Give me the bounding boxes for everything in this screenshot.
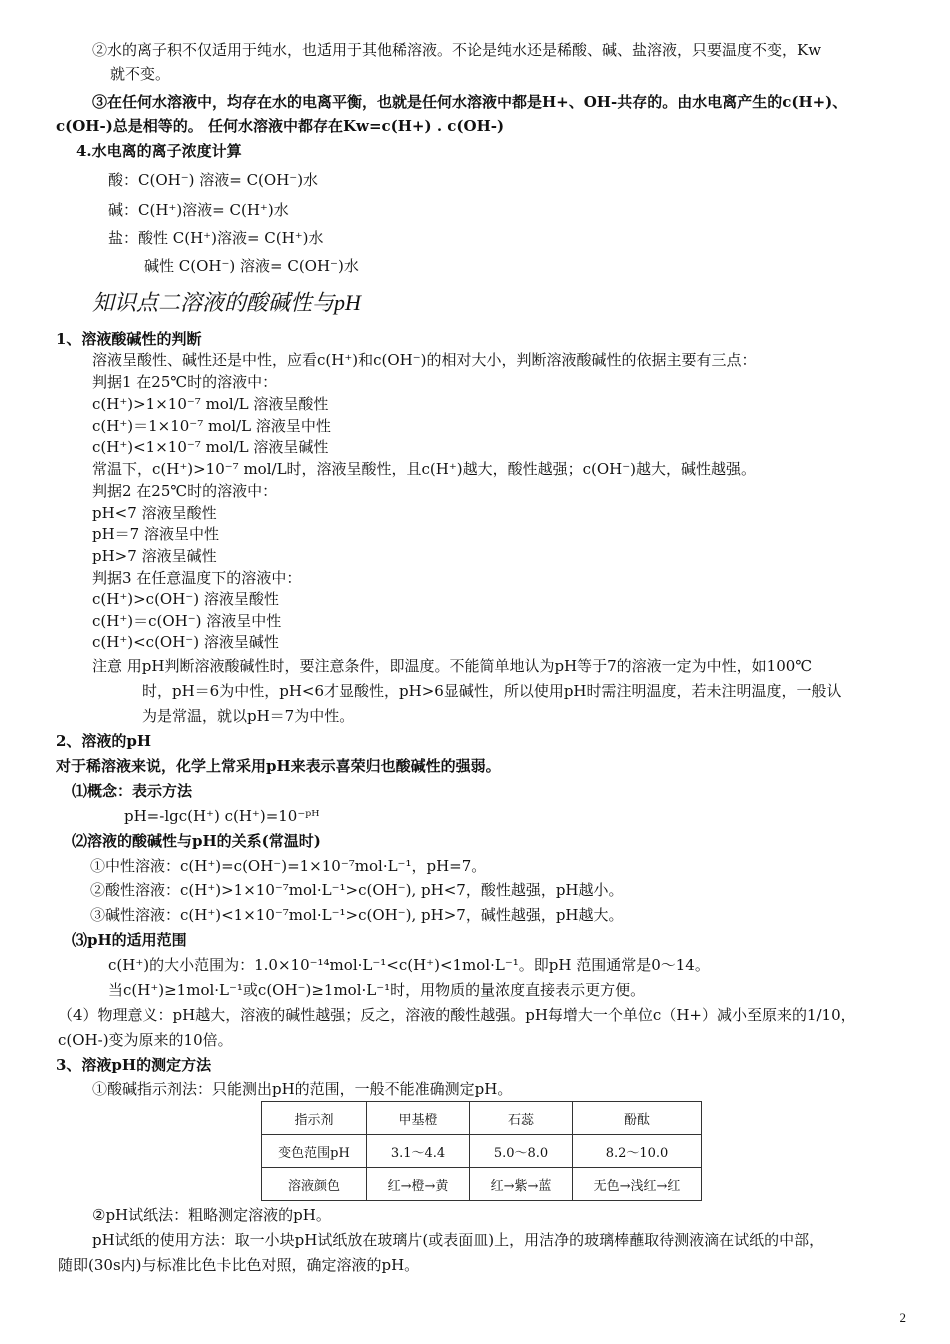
table-cell: 甲基橙 — [367, 1102, 470, 1135]
text-line: 为是常温，就以pH＝7为中性。 — [142, 707, 355, 725]
table-header-row — [262, 1102, 702, 1135]
table-cell: 指示剂 — [262, 1102, 367, 1135]
text-line: 常温下，c(H⁺)>10⁻⁷ mol/L时，溶液呈酸性，且c(H⁺)越大，酸性越强；c(OH⁻)越大，碱性越强。 — [92, 460, 757, 478]
table-row — [262, 1135, 702, 1168]
text-line: c(H⁺)>c(OH⁻) 溶液呈酸性 — [92, 590, 279, 608]
text-line: ③碱性溶液：c(H⁺)<1×10⁻⁷mol·L⁻¹>c(OH⁻), pH>7，碱性越强，pH越大。 — [90, 906, 624, 924]
text-line: pH>7 溶液呈碱性 — [92, 547, 217, 565]
subsection-title: ⑵溶液的酸碱性与pH的关系(常温时) — [72, 832, 321, 850]
table-cell: 石蕊 — [470, 1102, 573, 1135]
table-cell: 8.2～10.0 — [573, 1135, 702, 1168]
text-line: 对于稀溶液来说，化学上常采用pH来表示喜荣归也酸碱性的强弱。 — [56, 757, 501, 775]
text-line: 时，pH＝6为中性，pH<6才显酸性，pH>6显碱性，所以使用pH时需注明温度，若未注明温度，一般认 — [142, 682, 842, 700]
text-line: ②酸性溶液：c(H⁺)>1×10⁻⁷mol·L⁻¹>c(OH⁻), pH<7，酸性越强，pH越小。 — [90, 881, 624, 899]
text-line: ①酸碱指示剂法：只能测出pH的范围，一般不能准确测定pH。 — [92, 1080, 513, 1098]
text-line: c(H⁺)>1×10⁻⁷ mol/L 溶液呈酸性 — [92, 395, 329, 413]
text-line: ③在任何水溶液中，均存在水的电离平衡，也就是任何水溶液中都是H+、OH-共存的。由水电离产生的c(H+)、 — [92, 93, 848, 111]
text-line: 判据1 在25℃时的溶液中： — [92, 373, 278, 391]
section-title: 2、溶液的pH — [56, 732, 152, 750]
text-line: 注意 用pH判断溶液酸碱性时，要注意条件，即温度。不能简单地认为pH等于7的溶液一定为中性，如100℃ — [92, 657, 813, 675]
page-number: 2 — [899, 1310, 906, 1325]
table-cell: 红→紫→蓝 — [470, 1168, 573, 1201]
text-line: ②pH试纸法：粗略测定溶液的pH。 — [92, 1206, 331, 1224]
table-cell: 无色→浅红→红 — [573, 1168, 702, 1201]
text-line: pH＝7 溶液呈中性 — [92, 525, 219, 543]
text-line: pH试纸的使用方法：取一小块pH试纸放在玻璃片(或表面皿)上，用洁净的玻璃棒蘸取待测液滴在试纸的中部， — [92, 1231, 825, 1249]
text-line: 就不变。 — [110, 65, 171, 83]
table-cell: 5.0～8.0 — [470, 1135, 573, 1168]
text-line: 判据3 在任意温度下的溶液中： — [92, 569, 302, 587]
text-line: c(OH-)总是相等的。 任何水溶液中都存在Kw=c(H+) . c(OH-) — [56, 117, 505, 135]
section-title: 3、溶液pH的测定方法 — [56, 1056, 212, 1074]
text-line: 随即(30s内)与标准比色卡比色对照，确定溶液的pH。 — [58, 1256, 420, 1274]
section-title: 1、溶液酸碱性的判断 — [56, 330, 202, 348]
text-line: c(H⁺)的大小范围为：1.0×10⁻¹⁴mol·L⁻¹<c(H⁺)<1mol·L⁻¹。即pH 范围通常是0～14。 — [108, 956, 710, 974]
table-cell: 酚酞 — [573, 1102, 702, 1135]
text-line: 碱：C(H⁺)溶液= C(H⁺)水 — [108, 201, 289, 219]
section-title: 4.水电离的离子浓度计算 — [76, 142, 242, 160]
text-line: ①中性溶液：c(H⁺)=c(OH⁻)=1×10⁻⁷mol·L⁻¹，pH=7。 — [90, 857, 487, 875]
text-line: 判据2 在25℃时的溶液中： — [92, 482, 278, 500]
text-line: pH=-lgc(H⁺) c(H⁺)=10⁻ᵖᴴ — [124, 807, 320, 825]
table-cell: 溶液颜色 — [262, 1168, 367, 1201]
text-line: c(H⁺)＝c(OH⁻) 溶液呈中性 — [92, 612, 282, 630]
text-line: 当c(H⁺)≥1mol·L⁻¹或c(OH⁻)≥1mol·L⁻¹时，用物质的量浓度直接表示更方便。 — [108, 981, 646, 999]
indicator-table — [261, 1101, 702, 1201]
text-line: （4）物理意义：pH越大，溶液的碱性越强；反之，溶液的酸性越强。pH每增大一个单位c（H+）减小至原来的1/10， — [58, 1006, 856, 1024]
text-line: 溶液呈酸性、碱性还是中性，应看c(H⁺)和c(OH⁻)的相对大小，判断溶液酸碱性的依据主要有三点： — [92, 351, 757, 369]
text-line: c(H⁺)<c(OH⁻) 溶液呈碱性 — [92, 633, 279, 651]
text-line: c(H⁺)＝1×10⁻⁷ mol/L 溶液呈中性 — [92, 417, 331, 435]
subsection-title: ⑴概念：表示方法 — [72, 782, 193, 800]
text-line: ②水的离子积不仅适用于纯水，也适用于其他稀溶液。不论是纯水还是稀酸、碱、盐溶液，只要温度不变，Kw — [92, 41, 822, 59]
text-line: 碱性 C(OH⁻) 溶液= C(OH⁻)水 — [144, 257, 359, 275]
text-line: 盐：酸性 C(H⁺)溶液= C(H⁺)水 — [108, 229, 324, 247]
knowledge-heading: 知识点二溶液的酸碱性与pH — [92, 290, 361, 315]
table-cell: 3.1～4.4 — [367, 1135, 470, 1168]
table-row — [262, 1168, 702, 1201]
text-line: c(H⁺)<1×10⁻⁷ mol/L 溶液呈碱性 — [92, 438, 329, 456]
text-line: c(OH-)变为原来的10倍。 — [58, 1031, 233, 1049]
table-cell: 变色范围pH — [262, 1135, 367, 1168]
text-line: pH<7 溶液呈酸性 — [92, 504, 217, 522]
text-line: 酸：C(OH⁻) 溶液= C(OH⁻)水 — [108, 171, 319, 189]
table-cell: 红→橙→黄 — [367, 1168, 470, 1201]
subsection-title: ⑶pH的适用范围 — [72, 931, 187, 949]
